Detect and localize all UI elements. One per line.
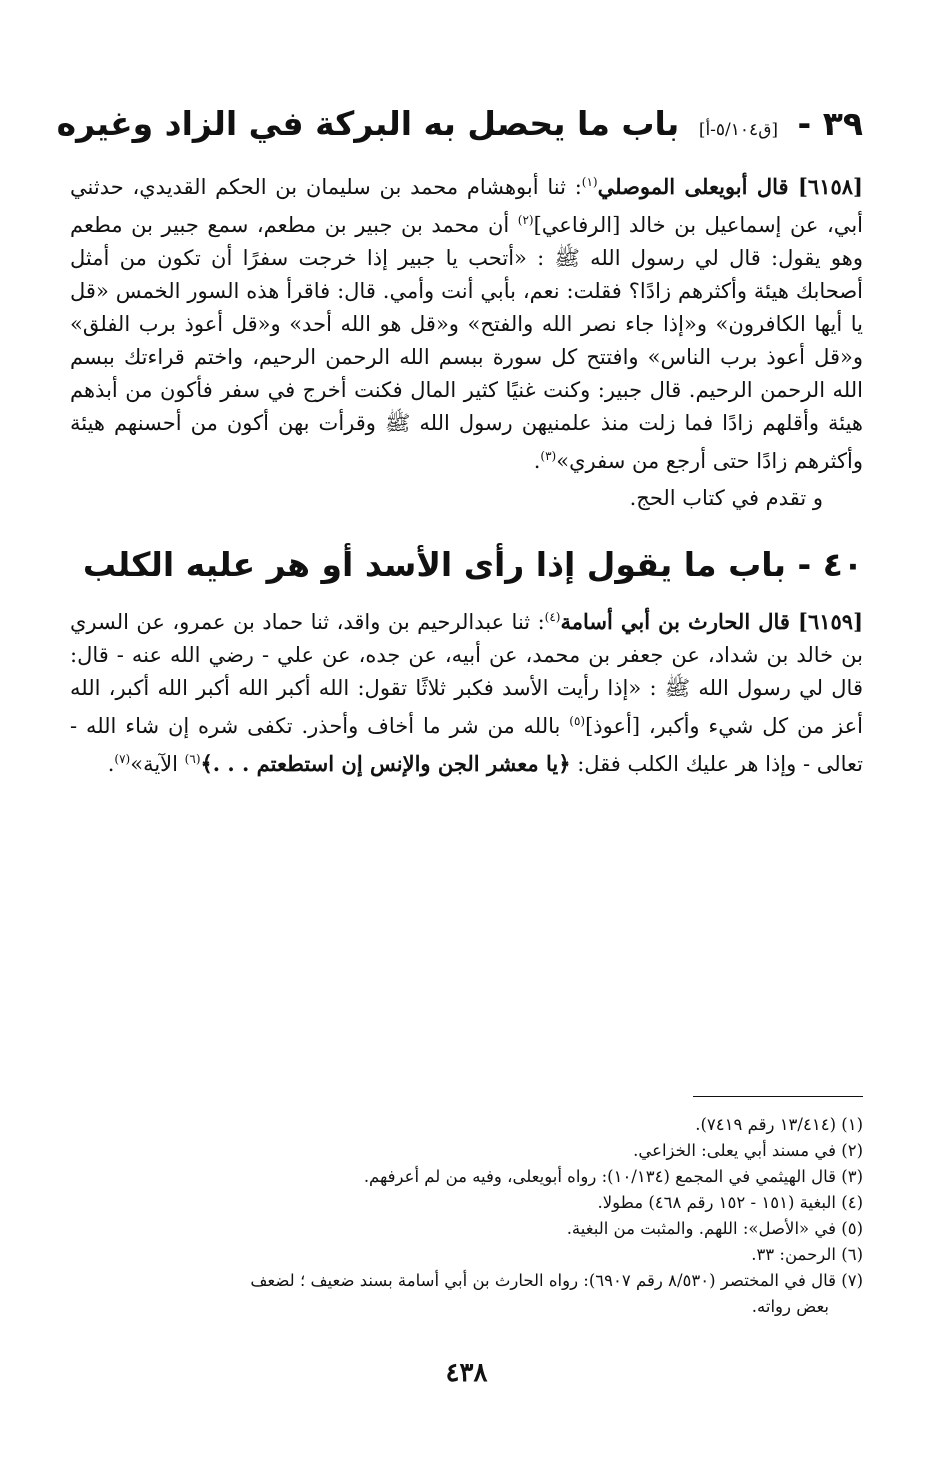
footnote-ref-6: (٦) [184,752,201,766]
hadith-6159 [70,601,863,781]
hadith-6159-text-b: بالله من شر ما أخاف وأحذر. تكفى شره إن شاء الله - تعالى - وإذا هر عليك الكلب فقل: [70,714,863,776]
page-number: ٤٣٨ [445,1358,488,1388]
chapter-40-heading [70,537,863,593]
chapter-40-title: باب ما يقول إذا رأى الأسد أو هر عليه الكلب [82,545,787,584]
hadith-6158 [70,166,863,478]
cross-reference-note: و تقدم في كتاب الحج. [629,486,823,510]
hadith-6158-text-a: : ثنا أبوهشام محمد بن سليمان بن الحكم القديدي، حدثني أبي، عن إسماعيل بن خالد [الرفاعي] [70,175,863,237]
footnote-ref-5: (٥) [569,714,586,728]
footnote-1: (١) (١٣/٤١٤ رقم ٧٤١٩). [695,1115,863,1134]
footnote-5: (٥) في «الأصل»: اللهم. والمثبت من البغية. [566,1219,863,1238]
footnote-7-continuation: بعض رواته. [751,1297,829,1316]
quran-verse: ﴿يا معشر الجن والإنس إن استطعتم . . .﴾ [200,751,571,776]
footnote-ref-4: (٤) [544,610,561,624]
footnote-ref-3: (٣) [540,449,557,463]
footnote-ref-7: (٧) [114,752,131,766]
footnote-ref-2: (٢) [517,213,534,227]
book-page [0,96,933,1470]
footnote-separator [693,1096,863,1097]
hadith-6159-text-a: : ثنا عبدالرحيم بن واقد، ثنا حماد بن عمرو، عن السري بن خالد بن شداد، عن جعفر بن محمد، عن أبيه، عن جده، عن علي - رضي الله عنه - قال: قال لي رسول الله ﷺ : «إذا رأيت الأسد فكبر ثلاثًا تقول: الله أكبر الله أكبر الله أكبر، الله أعز من كل شيء وأكبر، [أعوذ] [70,610,863,738]
chapter-40-number: ٤٠ - [797,545,863,584]
footnote-6: (٦) الرحمن: ٣٣. [751,1245,863,1264]
footnote-ref-1: (١) [581,175,598,189]
footnote-3: (٣) قال الهيثمي في المجمع (١٠/١٣٤): رواه أبويعلى، وفيه من لم أعرفهم. [363,1167,863,1186]
hadith-6158-text-b: أن محمد بن جبير بن مطعم، سمع جبير بن مطعم وهو يقول: قال لي رسول الله ﷺ : «أتحب يا جبير إذا خرجت سفرًا أن تكون من أمثل أصحابك هيئة وأكثرهم زادًا؟ فقلت: نعم، بأبي أنت وأمي. قال: فاقرأ هذه السور الخمس «قل يا أيها الكافرون» و«إذا جاء نصر الله والفتح» و«قل هو الله أحد» و«قل أعوذ برب الفلق» و«قل أعوذ برب الناس» وافتتح كل سورة ببسم الله الرحمن الرحيم، واختم قراءتك ببسم الله الرحمن الرحيم. قال جبير: وكنت غنيًا كثير المال فكنت أخرج في سفر فأكون من أبذهم هيئة وأقلهم زادًا فما زلت منذ علمنيهن رسول الله ﷺ وقرأت بهن أكون من أحسنهم هيئة وأكثرهم زادًا حتى أرجع من سفري» [70,213,863,473]
hadith-6158-lead: [٦١٥٨] قال أبويعلى الموصلي [597,174,863,199]
footnote-7: (٧) قال في المختصر (٨/٥٣٠ رقم ٦٩٠٧): رواه الحارث بن أبي أسامة بسند ضعيف ؛ لضعف [250,1271,863,1290]
hadith-6159-end: . [107,752,115,776]
hadith-6159-lead: [٦١٥٩] قال الحارث بن أبي أسامة [560,609,863,634]
chapter-39-number: ٣٩ - [797,104,863,143]
footnotes-list [70,1112,863,1320]
chapter-39-title: باب ما يحصل به البركة في الزاد وغيره [56,104,680,143]
hadith-6159-text-c: الآية» [130,752,185,776]
chapter-39-manuscript-ref: [ق٥/١٠٤-أ] [698,120,779,140]
chapter-39-heading [56,96,863,158]
hadith-6158-end: . [533,449,541,473]
footnote-2: (٢) في مسند أبي يعلى: الخزاعي. [633,1141,863,1160]
footnote-4: (٤) البغية (١٥١ - ١٥٢ رقم ٤٦٨) مطولا. [597,1193,863,1212]
